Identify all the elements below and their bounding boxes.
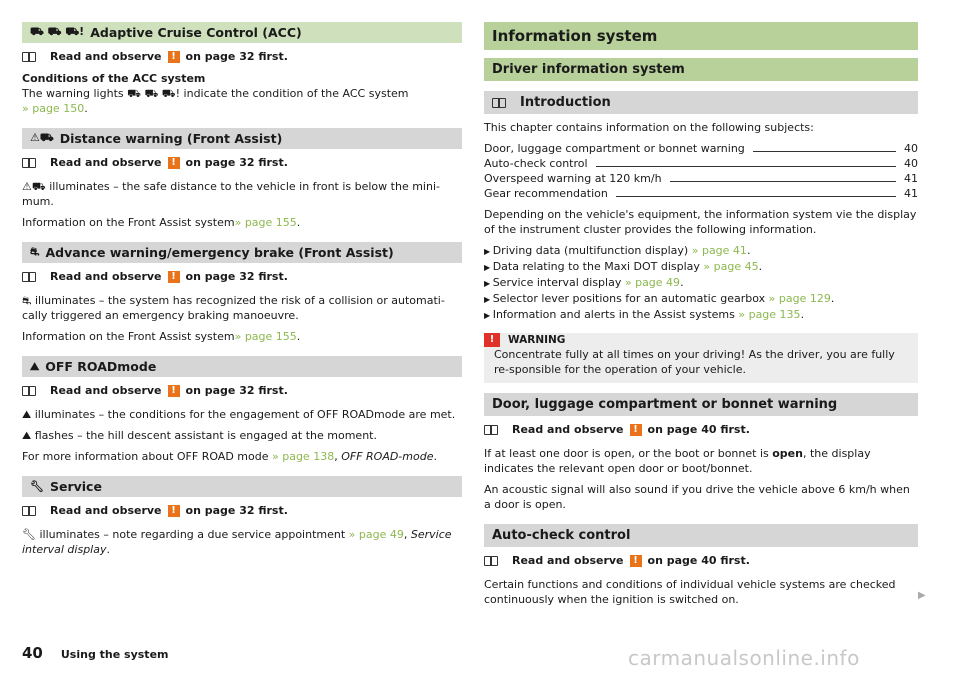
acc-warning-icons: ⛟ ⛟ ⛟! (30, 25, 85, 38)
offroad-icon: ⛰ (30, 359, 40, 373)
collision-icon: ⛐ (30, 245, 40, 258)
read-observe-line: Read and observe ! on page 32 first. (22, 50, 462, 63)
front-assist-link[interactable]: » page 155 (234, 216, 297, 229)
book-icon (484, 425, 498, 435)
toc-item[interactable]: Overspeed warning at 120 km/h 41 (484, 172, 918, 185)
offroad-page-link[interactable]: » page 138 (272, 450, 335, 463)
read-observe-line: Read and observe ! on page 40 first. (484, 423, 918, 436)
toc-item[interactable]: Gear recommendation 41 (484, 187, 918, 200)
collision-icon: ⛐ (22, 294, 35, 307)
bullet-link[interactable]: » page 49 (624, 276, 681, 289)
service-page-link[interactable]: » page 49 (348, 528, 404, 541)
warning-square-icon: ! (630, 424, 642, 436)
read-observe-line: Read and observe ! on page 32 first. (22, 384, 462, 397)
acc-heading: ⛟ ⛟ ⛟! Adaptive Cruise Control (ACC) (22, 22, 462, 43)
bullet-link[interactable]: » page 41 (691, 244, 747, 257)
page-footer (22, 644, 169, 662)
bullet-link[interactable]: » page 135 (738, 308, 801, 321)
service-heading: 🔧︎ Service (22, 476, 462, 497)
info-bullet-list (484, 243, 918, 323)
book-icon (484, 556, 498, 566)
acc-lights-icon: ⛟ ⛟ ⛟! (127, 87, 184, 100)
information-system-title: Information system (484, 22, 918, 50)
warning-square-icon: ! (168, 157, 180, 169)
wrench-icon: 🔧︎ (30, 480, 44, 493)
introduction-heading: Introduction (484, 91, 918, 114)
toc-item[interactable]: Auto-check control 40 (484, 157, 918, 170)
table-of-contents (484, 141, 918, 201)
bullet-link[interactable]: » page 129 (768, 292, 831, 305)
warning-text: Concentrate fully at all times on your driving! As the driver, you are fully re-sponsible for the operation of your vehicle. (494, 348, 895, 376)
book-icon (22, 506, 36, 516)
warning-square-icon: ! (168, 271, 180, 283)
advance-warning-heading: ⛐ Advance warning/emergency brake (Front Assist) (22, 242, 462, 263)
read-observe-line: Read and observe ! on page 40 first. (484, 554, 918, 567)
book-icon (492, 98, 506, 108)
acc-conditions-heading: Conditions of the ACC system (22, 72, 206, 85)
offroad-icon: ⛰ (22, 408, 35, 421)
wrench-icon: 🔧︎ (22, 528, 40, 541)
front-assist-link[interactable]: » page 155 (234, 330, 297, 343)
read-observe-line: Read and observe ! on page 32 first. (22, 270, 462, 283)
list-item: ▶ Data relating to the Maxi DOT display » page 45. (484, 259, 918, 275)
door-text-2: An acoustic signal will also sound if you drive the vehicle above 6 km/h when a door is open. (484, 483, 910, 511)
list-item: ▶ Service interval display » page 49. (484, 275, 918, 291)
continue-arrow-icon: ▶ (918, 590, 926, 601)
warning-triangle-icon: ! (484, 333, 500, 347)
book-icon (22, 272, 36, 282)
page-number: 40 (22, 644, 43, 662)
warning-square-icon: ! (630, 555, 642, 567)
book-icon (22, 386, 36, 396)
warning-header: ! WARNING (484, 333, 910, 347)
read-observe-line: Read and observe ! on page 32 first. (22, 156, 462, 169)
bullet-link[interactable]: » page 45 (703, 260, 759, 273)
driver-information-title: Driver information system (484, 58, 918, 81)
acc-page-link[interactable]: » page 150 (22, 102, 85, 115)
book-icon (22, 158, 36, 168)
door-warning-heading: Door, luggage compartment or bonnet warning (484, 393, 918, 416)
offroad-heading: ⛰ OFF ROADmode (22, 356, 462, 377)
warning-box (484, 333, 918, 383)
offroad-icon: ⛰ (22, 429, 35, 442)
distance-warning-heading: ⚠⛟ Distance warning (Front Assist) (22, 128, 462, 149)
warning-square-icon: ! (168, 505, 180, 517)
list-item: ▶ Selector lever positions for an automatic gearbox » page 129. (484, 291, 918, 307)
section-name: Using the system (60, 648, 169, 661)
left-column: ⛟ ⛟ ⛟! Adaptive Cruise Control (ACC) Read and observe ! on page 32 first. Conditions of the ACC system The warning lights ⛟ ⛟ ⛟! indicate the condition of the ACC system » page 150. ⚠⛟ Distance warning (Front Assist) Read and observe ! on page 32 first. ⚠⛟ illuminates – the safe distance to the vehicle in front is below the mini-mum. Information on the Front Assist system» page 155. ⛐ Advance warning/emergency brake (Front Assist) Read and observe ! on page 32 first. ⛐ illuminates – the system has recognized the risk of a collision or automati-cally triggered an emergency braking manoeuvre. Information on the Front Assist system» page 155. ⛰ OFF ROADmode Read and observe ! on page 32 first. ⛰ illuminates – the conditions for the engagement of OFF ROADmode are met. ⛰ flashes – the hill descent assistant is engaged at the moment. For more information about OFF ROAD mode » page 138, OFF ROAD-mode. 🔧︎ Service Read and observe ! on page 32 first. 🔧︎ illuminates – note regarding a due service appointment » page 49, Service interval display. (22, 22, 462, 563)
auto-check-text: Certain functions and conditions of individual vehicle systems are checked continuously when the ignition is switched on. (484, 578, 896, 606)
list-item: ▶ Driving data (multifunction display) » page 41. (484, 243, 918, 259)
warning-square-icon: ! (168, 51, 180, 63)
book-icon (22, 52, 36, 62)
intro-text: This chapter contains information on the following subjects: (484, 121, 814, 134)
warning-square-icon: ! (168, 385, 180, 397)
watermark: carmanualsonline.info (628, 646, 860, 670)
list-item: ▶ Information and alerts in the Assist systems » page 135. (484, 307, 918, 323)
distance-warning-icon: ⚠⛟ (30, 131, 54, 144)
auto-check-heading: Auto-check control (484, 524, 918, 547)
toc-item[interactable]: Door, luggage compartment or bonnet warning 40 (484, 142, 918, 155)
distance-warning-icon: ⚠⛟ (22, 180, 50, 193)
right-column: Information system Driver information system Introduction This chapter contains information on the following subjects: Door, luggage compartment or bonnet warning 40 Auto-check control 40 Overspeed warning at 120 km/h 41 Gear recommendation 41 Depending on the vehicle's equipment, the information system vie the display of the instrument cluster provides the following information. ▶ Driving data (multifunction display) » page 41. ▶ Data relating to the Maxi DOT display » page 45. ▶ Service interval display » page 49. ▶ Selector lever positions for an automatic gearbox » page 129. ▶ Information and alerts in the Assist systems » page 135. ! WARNING Concentrate fully at all times on your driving! As the driver, you are fully re-sponsible for the operation of your vehicle. Door, luggage compartment or bonnet warning Read and observe ! on page 40 first. If at least one door is open, or the boot or bonnet is open, the display indicates the relevant open door or boot/bonnet. An acoustic signal will also sound if you drive the vehicle above 6 km/h when a door is open. Auto-check control Read and observe ! on page 40 first. Certain functions and conditions of individual vehicle systems are checked continuously when the ignition is switched on. (484, 22, 918, 613)
read-observe-line: Read and observe ! on page 32 first. (22, 504, 462, 517)
depending-text: Depending on the vehicle's equipment, the information system vie the display of the instrument cluster provides the following information. (484, 208, 917, 236)
